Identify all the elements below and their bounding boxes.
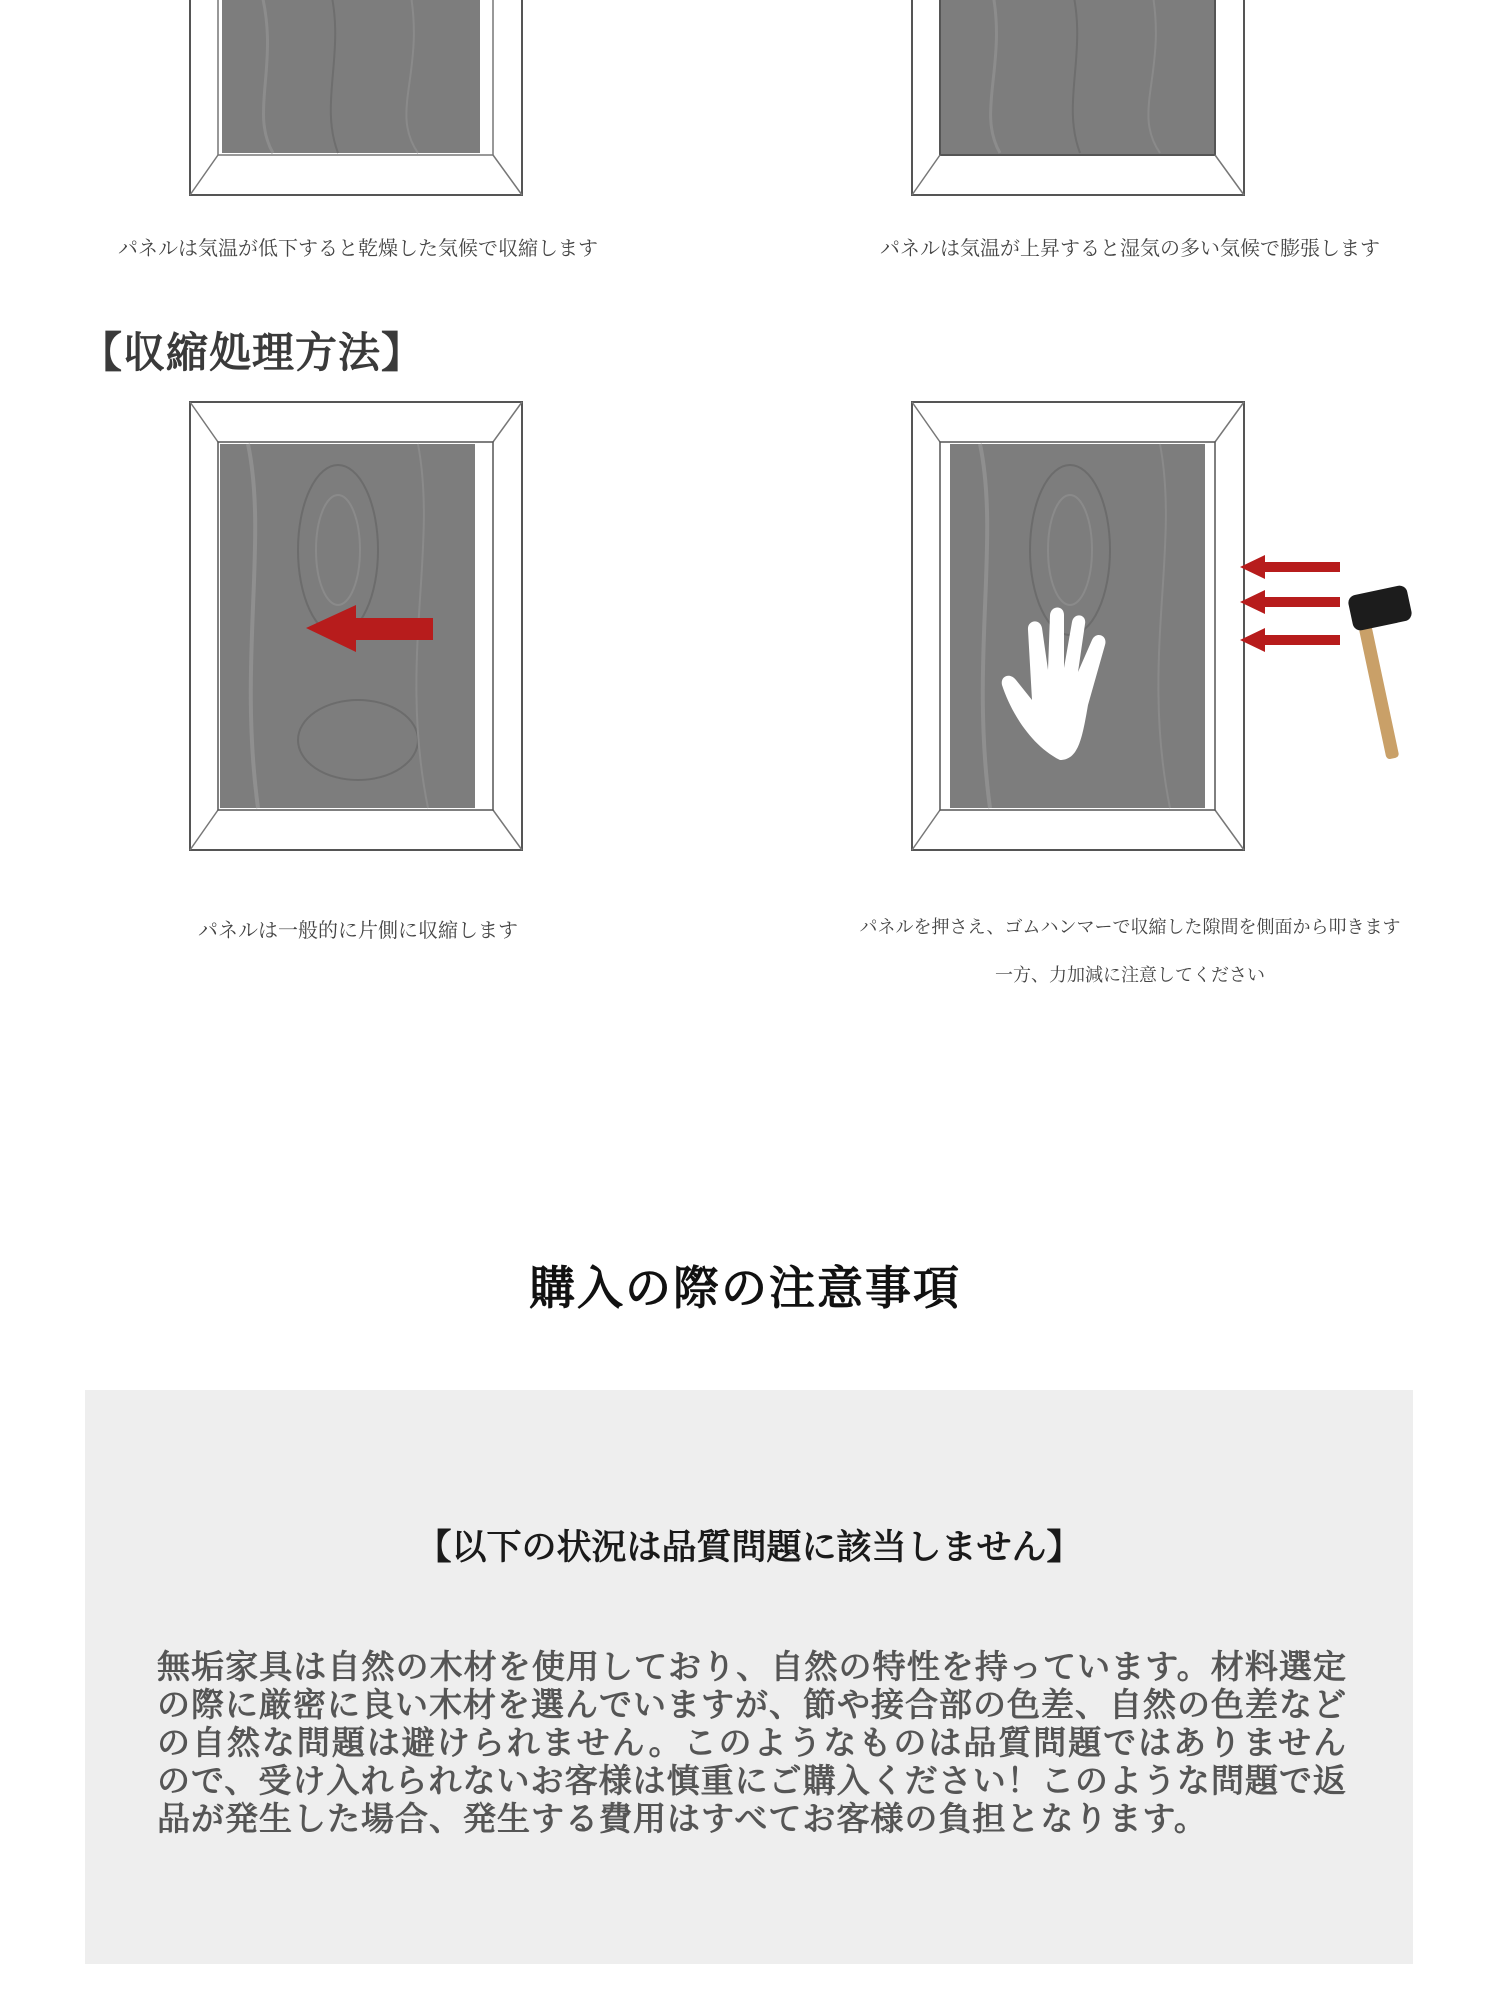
caption-shrunk-one-side: パネルは一般的に片側に収縮します bbox=[198, 918, 518, 942]
rubber-mallet-icon bbox=[1347, 584, 1413, 760]
panel-tap-with-mallet bbox=[910, 400, 1450, 855]
tap-arrows bbox=[1240, 555, 1340, 652]
panel-shrink-diagram bbox=[188, 0, 528, 200]
caption-shrink: パネルは気温が低下すると乾燥した気候で収縮します bbox=[118, 236, 598, 260]
panel-shrunk-one-side bbox=[188, 400, 528, 855]
caption-tap-gap: パネルを押さえ、ゴムハンマーで収縮した隙間を側面から叩きます bbox=[859, 917, 1401, 938]
panel-expand-diagram bbox=[910, 0, 1250, 200]
section-title-shrink-method: 【収縮処理方法】 bbox=[80, 328, 425, 377]
notice-body: 無垢家具は自然の木材を使用しており、自然の特性を持っています。材料選定の際に厳密に良い木材を選んでいますが、節や接合部の色差、自然の色差などの自然な問題は避けられません。このようなものは品質問題ではありませんので、受け入れられないお客様は慎重にご購入ください！このような問題で返品が発生した場合、発生する費用はすべてお客様の負担となります。 bbox=[157, 1647, 1347, 1838]
notice-box bbox=[85, 1390, 1413, 1964]
purchase-notice-heading: 購入の際の注意事項 bbox=[529, 1261, 961, 1315]
caption-force-note: 一方、力加減に注意してください bbox=[995, 965, 1265, 986]
notice-title: 【以下の状況は品質問題に該当しません】 bbox=[416, 1528, 1082, 1568]
caption-expand: パネルは気温が上昇すると湿気の多い気候で膨張します bbox=[880, 236, 1380, 260]
